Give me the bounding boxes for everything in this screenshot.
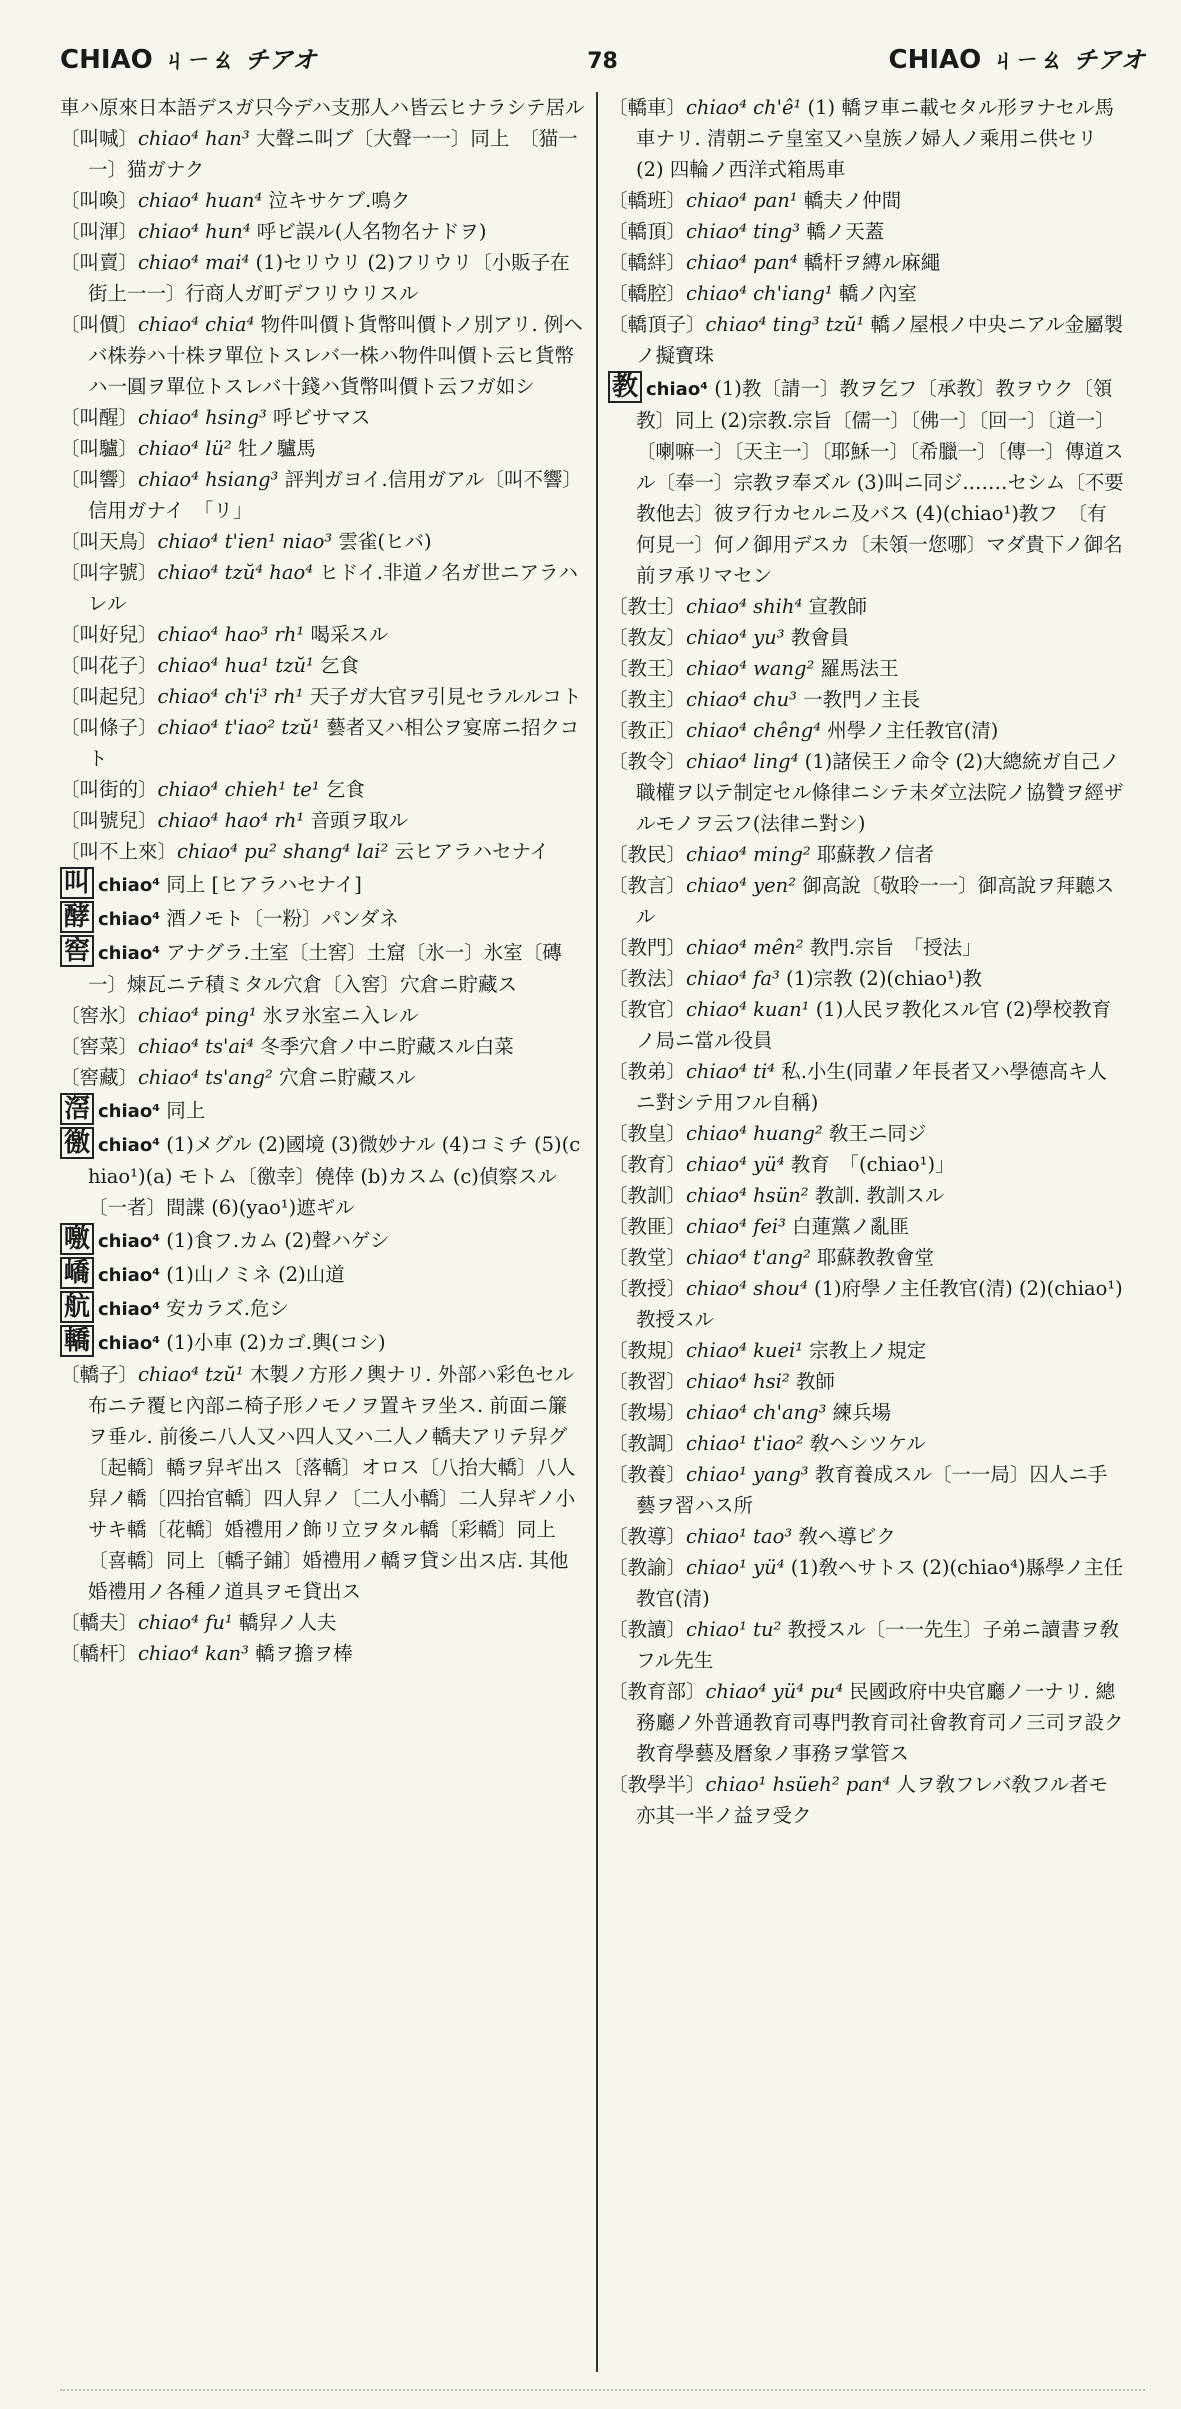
- romanization: chiao⁴ t'ien¹ niao³: [157, 530, 333, 553]
- head-character: 噭: [60, 1223, 94, 1255]
- dictionary-entry: [60, 867, 586, 901]
- dictionary-entry: [608, 963, 1126, 994]
- romanization: chiao⁴ t'iao² tzŭ¹: [157, 716, 320, 739]
- definition-text: 藝者又ハ相公ヲ宴席ニ招クコト: [88, 716, 580, 770]
- compound-headword: 〔教場〕: [608, 1401, 687, 1424]
- dictionary-entry: [60, 1062, 586, 1093]
- dictionary-entry: [60, 712, 586, 774]
- head-character: 叫: [60, 867, 94, 899]
- compound-headword: 〔教皇〕: [608, 1122, 687, 1145]
- head-character: 航: [60, 1291, 94, 1323]
- romanization: chiao⁴ huan⁴: [138, 189, 263, 212]
- compound-headword: 〔教匪〕: [608, 1215, 687, 1238]
- dictionary-entry: [60, 1093, 586, 1127]
- definition-text: 轎ノ天蓋: [800, 220, 885, 243]
- compound-headword: 〔教堂〕: [608, 1246, 687, 1269]
- romanization: chiao⁴ hsiang³: [138, 468, 279, 491]
- dictionary-entry: [608, 994, 1126, 1056]
- head-character: 滘: [60, 1093, 94, 1125]
- romanization: chiao⁴ pan⁴: [686, 251, 798, 274]
- header-left-zhuyin: ㄐㄧㄠ: [162, 45, 235, 74]
- dictionary-entry: [60, 309, 586, 402]
- romanization: chiao⁴ chu³: [686, 688, 797, 711]
- dictionary-entry: [60, 805, 586, 836]
- dictionary-entry: [608, 371, 1126, 591]
- right-column: [598, 92, 1136, 2372]
- romanization: chiao⁴ chieh¹ te¹: [157, 778, 320, 801]
- romanization: chiao⁴ shou⁴: [686, 1277, 808, 1300]
- definition-text: (1)山ノミネ (2)山道: [160, 1263, 345, 1286]
- dictionary-entry: [608, 653, 1126, 684]
- definition-text: 雲雀(ヒバ): [332, 530, 432, 553]
- romanization: chiao¹ yang³: [686, 1463, 809, 1486]
- compound-headword: 〔叫價〕: [60, 313, 139, 336]
- dictionary-entry: [60, 1607, 586, 1638]
- compound-headword: 〔教官〕: [608, 998, 687, 1021]
- dictionary-entry: [60, 1359, 586, 1607]
- compound-headword: 〔叫響〕: [60, 468, 139, 491]
- definition-text: 乞食: [319, 778, 365, 801]
- compound-headword: 〔教正〕: [608, 719, 687, 742]
- definition-text: 呼ビ誤ル(人名物名ナドヲ): [250, 220, 487, 243]
- definition-text: 羅馬法王: [814, 657, 899, 680]
- compound-headword: 〔教養〕: [608, 1463, 687, 1486]
- romanization: chiao⁴ tzŭ⁴ hao⁴: [157, 561, 314, 584]
- definition-text: 同上 [ヒアラハセナイ]: [160, 873, 362, 896]
- definition-text: 白蓮黨ノ亂匪: [785, 1215, 910, 1238]
- dictionary-entry: [60, 774, 586, 805]
- compound-headword: 〔叫號兒〕: [60, 809, 158, 832]
- head-character: 轎: [60, 1325, 94, 1357]
- compound-headword: 〔轎絆〕: [608, 251, 687, 274]
- dictionary-entry: [60, 526, 586, 557]
- compound-headword: 〔叫天鳥〕: [60, 530, 158, 553]
- definition-text: アナグラ.土室〔土窖〕土窟〔氷一〕氷室〔磚一〕煉瓦ニテ積ミタル穴倉〔入窖〕穴倉ニ貯藏ス: [88, 941, 562, 996]
- dictionary-entry: [60, 247, 586, 309]
- definition-text: 練兵場: [826, 1401, 892, 1424]
- dictionary-entry: [608, 185, 1126, 216]
- compound-headword: 〔教習〕: [608, 1370, 687, 1393]
- romanization: chiao¹ tu²: [686, 1618, 782, 1641]
- romanization: chiao⁴ hao³ rh¹: [157, 623, 305, 646]
- romanization: chiao⁴ ch'ang³: [686, 1401, 827, 1424]
- header-right-kana: チアオ: [1073, 46, 1145, 74]
- definition-text: 轎ヲ擔ヲ棒: [248, 1642, 353, 1665]
- compound-headword: 〔叫醒〕: [60, 406, 139, 429]
- definition-text: 教門.宗旨 「授法」: [803, 936, 982, 959]
- dictionary-entry: [608, 870, 1126, 932]
- definition-text: 物件叫價ト貨幣叫價トノ別アリ. 例ヘバ株券ハ十株ヲ單位トスレバ一株ハ物件叫價ト云ヒ貨幣ハ一圓ヲ單位トスレバ十錢ハ貨幣叫價ト云フガ如シ: [88, 313, 583, 398]
- definition-text: 耶蘇教教會堂: [810, 1246, 934, 1269]
- dictionary-entry: [60, 123, 586, 185]
- romanization: chiao⁴ ting³: [686, 220, 801, 243]
- compound-headword: 〔教友〕: [608, 626, 687, 649]
- romanization: chiao⁴ tzŭ¹: [138, 1363, 244, 1386]
- romanization: chiao⁴ wang²: [686, 657, 815, 680]
- romanization: chiao⁴ ch'iang¹: [686, 282, 833, 305]
- compound-headword: 〔叫好兒〕: [60, 623, 158, 646]
- romanization: chiao⁴ mai⁴: [138, 251, 250, 274]
- romanization: chiao⁴ shih⁴: [686, 595, 803, 618]
- page-number: 78: [587, 49, 618, 74]
- compound-headword: 〔教授〕: [608, 1277, 687, 1300]
- definition-text: 私.小生(同輩ノ年長者又ハ學德高キ人ニ對シテ用フル自稱): [636, 1060, 1108, 1114]
- definition-text: 一教門ノ主長: [796, 688, 921, 711]
- definition-text: 教育 「(chiao¹)」: [784, 1153, 955, 1176]
- definition-text: 宣教師: [802, 595, 867, 618]
- definition-text: 御高說〔敬聆一一〕御高說ヲ拜聽スル: [636, 874, 1115, 928]
- dictionary-entry: [60, 216, 586, 247]
- dictionary-entry: [608, 1118, 1126, 1149]
- romanization: chiao⁴ ts'ai⁴: [138, 1035, 254, 1058]
- definition-text: (1)食フ.カム (2)聲ハゲシ: [160, 1229, 390, 1252]
- dictionary-entry: [608, 1335, 1126, 1366]
- compound-headword: 〔轎車〕: [608, 96, 687, 119]
- definition-text: 敎王ニ同ジ: [822, 1122, 927, 1145]
- compound-headword: 〔轎腔〕: [608, 282, 687, 305]
- dictionary-entry: [608, 1428, 1126, 1459]
- compound-headword: 〔轎班〕: [608, 189, 687, 212]
- definition-text: 喝采スル: [304, 623, 389, 646]
- compound-headword: 〔教主〕: [608, 688, 687, 711]
- definition-text: 穴倉ニ貯藏スル: [272, 1066, 416, 1089]
- page-header: [60, 40, 1145, 92]
- dictionary-entry: [60, 1031, 586, 1062]
- romanization: chiao⁴ kan³: [138, 1642, 249, 1665]
- definition-text: 轎夫ノ仲間: [797, 189, 902, 212]
- definition-text: 大聲ニ叫ブ〔大聲一一〕同上 〔猫一一〕猫ガナク: [88, 127, 578, 181]
- dictionary-entry: [60, 1325, 586, 1359]
- definition-text: 教會員: [784, 626, 850, 649]
- romanization: chiao⁴ hun⁴: [138, 220, 251, 243]
- compound-headword: 〔叫起兒〕: [60, 685, 158, 708]
- definition-text: 評判ガヨイ.信用ガアル〔叫不響〕信用ガナイ 「リ」: [88, 468, 582, 522]
- head-romanization: chiao⁴: [98, 909, 161, 930]
- dictionary-entry: [608, 932, 1126, 963]
- romanization: chiao⁴ ting³ tzŭ¹: [705, 313, 865, 336]
- definition-text: 敎ヘ導ビク: [792, 1525, 896, 1548]
- definition-text: 安カラズ.危シ: [160, 1297, 289, 1320]
- dictionary-entry: [60, 1257, 586, 1291]
- compound-headword: 〔教弟〕: [608, 1060, 687, 1083]
- head-romanization: chiao⁴: [98, 943, 161, 964]
- head-romanization: chiao⁴: [98, 875, 161, 896]
- definition-text: (1)諸侯王ノ命令 (2)大總統ガ自己ノ職權ヲ以テ制定セル條律ニシテ未ダ立法院ノ協贊ヲ經ザルモノヲ云フ(法律ニ對シ): [636, 750, 1124, 835]
- romanization: chiao⁴ ts'ang²: [138, 1066, 273, 1089]
- compound-headword: 〔教諭〕: [608, 1556, 687, 1579]
- header-left: [60, 40, 317, 75]
- definition-text: (1)府學ノ主任教官(清) (2)(chiao¹)教授スル: [636, 1277, 1123, 1331]
- romanization: chiao⁴ t'ang²: [686, 1246, 811, 1269]
- dictionary-entry: [60, 433, 586, 464]
- definition-text: (1)人民ヲ教化スル官 (2)學校教育ノ局ニ當ル役員: [636, 998, 1112, 1052]
- dictionary-entry: [60, 185, 586, 216]
- definition-text: (1)小車 (2)カゴ.輿(コシ): [160, 1331, 386, 1354]
- definition-text: 轎杆ヲ縛ル麻繩: [797, 251, 941, 274]
- romanization: chiao⁴ kuan¹: [686, 998, 810, 1021]
- definition-text: 泣キサケブ.鳴ク: [262, 189, 411, 212]
- dictionary-entry: [60, 935, 586, 1000]
- definition-text: 木製ノ方形ノ輿ナリ. 外部ハ彩色セル布ニテ覆ヒ內部ニ椅子形ノモノヲ置キヲ坐ス. 前面ニ簾ヲ垂ル. 前後ニ八人又ハ四人又ハ二人ノ轎夫アリテ舁グ〔起轎〕轎ヲ舁ギ出ス〔落轎〕オロス〔八抬大轎〕八人舁ノ轎〔四抬官轎〕四人舁ノ〔二人小轎〕二人舁ギノ小サキ轎〔花轎〕婚禮用ノ飾リ立ヲタル轎〔彩轎〕同上〔喜轎〕同上〔轎子鋪〕婚禮用ノ轎ヲ貸シ出ス店. 其他婚禮用ノ各種ノ道具ヲモ貸出ス: [88, 1363, 576, 1603]
- romanization: chiao⁴ han³: [138, 127, 250, 150]
- head-romanization: chiao⁴: [98, 1101, 161, 1122]
- romanization: chiao⁴ ch'i³ rh¹: [157, 685, 304, 708]
- head-romanization: chiao⁴: [646, 379, 709, 400]
- definition-text: 乞食: [313, 654, 360, 677]
- dictionary-entry: [608, 684, 1126, 715]
- dictionary-entry: [60, 1000, 586, 1031]
- compound-headword: 〔叫字號〕: [60, 561, 158, 584]
- definition-text: 民國政府中央官廳ノ一ナリ. 總務廳ノ外普通教育司專門教育司社會教育司ノ三司ヲ設ク教育學藝及曆象ノ事務ヲ掌管ス: [636, 1680, 1124, 1765]
- definition-text: 轎ノ屋根ノ中央ニアル金屬製ノ擬寶珠: [636, 313, 1124, 367]
- definition-text: 牡ノ驢馬: [231, 437, 316, 460]
- definition-text: 教育養成スル〔一一局〕囚人ニ手藝ヲ習ハス所: [636, 1463, 1108, 1517]
- dictionary-entry: [60, 681, 586, 712]
- compound-headword: 〔教學半〕: [608, 1773, 706, 1796]
- compound-headword: 〔叫不上來〕: [60, 840, 178, 863]
- dictionary-entry: [60, 464, 586, 526]
- header-right-romanization: CHIAO: [888, 45, 982, 75]
- definition-text: (1)教〔請一〕教ヲ乞フ〔承教〕教ヲウク〔領教〕同上 (2)宗教.宗旨〔儒一〕〔佛一〕〔回一〕〔道一〕〔喇嘛一〕〔天主一〕〔耶穌一〕〔希臘一〕〔傳一〕傳道スル〔奉一〕宗教ヲ奉ズル (3)叫ニ同ジ.……セシム〔不要教他去〕彼ヲ行カセルニ及バス (4)(chiao¹)教フ 〔有何見一〕何ノ御用デスカ〔未領一您哪〕マダ貴下ノ御名前ヲ承リマセン: [636, 377, 1124, 587]
- dictionary-entry: [608, 1242, 1126, 1273]
- compound-headword: 〔教法〕: [608, 967, 687, 990]
- dictionary-entry: [608, 309, 1126, 371]
- romanization: chiao⁴ chêng⁴: [686, 719, 821, 742]
- romanization: chiao⁴ ti⁴: [686, 1060, 776, 1083]
- romanization: chiao⁴ mên²: [686, 936, 804, 959]
- dictionary-entry: [60, 1223, 586, 1257]
- dictionary-entry: [608, 1397, 1126, 1428]
- dictionary-entry: [608, 1180, 1126, 1211]
- definition-text: 教訓. 教訓スル: [808, 1184, 945, 1207]
- definition-text: 轎ノ內室: [832, 282, 917, 305]
- romanization: chiao⁴ hua¹ tzŭ¹: [157, 654, 314, 677]
- compound-headword: 〔教門〕: [608, 936, 687, 959]
- romanization: chiao⁴ ping¹: [138, 1004, 257, 1027]
- compound-headword: 〔轎頂〕: [608, 220, 687, 243]
- compound-headword: 〔教調〕: [608, 1432, 687, 1455]
- definition-text: 云ヒアラハセナイ: [388, 840, 550, 863]
- head-character: 教: [608, 371, 642, 403]
- definition-text: 天子ガ大官ヲ引見セラルルコト: [303, 685, 582, 708]
- compound-headword: 〔教士〕: [608, 595, 687, 618]
- head-character: 嶠: [60, 1257, 94, 1289]
- dictionary-entry: [60, 1291, 586, 1325]
- compound-headword: 〔叫喊〕: [60, 127, 139, 150]
- compound-headword: 〔窖菜〕: [60, 1035, 139, 1058]
- romanization: chiao⁴ ming²: [686, 843, 811, 866]
- romanization: chiao⁴ yen²: [686, 874, 797, 897]
- dictionary-entry: [608, 1211, 1126, 1242]
- footer-rule: [60, 2389, 1145, 2395]
- dictionary-entry: [608, 1273, 1126, 1335]
- dictionary-entry: [608, 591, 1126, 622]
- compound-headword: 〔教讀〕: [608, 1618, 687, 1641]
- romanization: chiao⁴ pan¹: [686, 189, 798, 212]
- dictionary-entry: [608, 1521, 1126, 1552]
- romanization: chiao¹ hsüeh² pan⁴: [705, 1773, 891, 1796]
- dictionary-entry: [608, 1459, 1126, 1521]
- definition-text: 音頭ヲ取ル: [304, 809, 408, 832]
- romanization: chiao⁴ huang²: [686, 1122, 823, 1145]
- head-romanization: chiao⁴: [98, 1333, 161, 1354]
- dictionary-entry: [608, 1614, 1126, 1676]
- romanization: chiao⁴ fu¹: [138, 1611, 233, 1634]
- compound-headword: 〔教令〕: [608, 750, 687, 773]
- definition-text: 州學ノ主任教官(清): [821, 719, 999, 742]
- dictionary-entry: [608, 278, 1126, 309]
- romanization: chiao⁴ pu² shang⁴ lai²: [177, 840, 389, 863]
- definition-text: 敎ヘシツケル: [803, 1432, 926, 1455]
- romanization: chiao⁴ yu³: [686, 626, 785, 649]
- dictionary-entry: [608, 622, 1126, 653]
- definition-text: (1)セリウリ (2)フリウリ〔小販子在街上一一〕行商人ガ町デフリウリスル: [88, 251, 570, 305]
- compound-headword: 〔教育〕: [608, 1153, 687, 1176]
- romanization: chiao⁴ yü⁴ pu⁴: [705, 1680, 844, 1703]
- definition-text: 車ハ原來日本語デスガ只今デハ支那人ハ皆云ヒナラシテ居ル: [60, 96, 585, 119]
- compound-headword: 〔窖藏〕: [60, 1066, 139, 1089]
- compound-headword: 〔轎夫〕: [60, 1611, 139, 1634]
- definition-text: 氷ヲ氷室ニ入レル: [256, 1004, 419, 1027]
- definition-text: (1)敎ヘサトス (2)(chiao⁴)縣學ノ主任教官(清): [636, 1556, 1124, 1610]
- romanization: chiao¹ yü⁴: [686, 1556, 785, 1579]
- definition-text: 教師: [789, 1370, 835, 1393]
- dictionary-entry: [608, 746, 1126, 839]
- romanization: chiao⁴ chia⁴: [138, 313, 255, 336]
- dictionary-entry: [60, 557, 586, 619]
- dictionary-entry: [608, 839, 1126, 870]
- romanization: chiao¹ tao³: [686, 1525, 793, 1548]
- definition-text: 宗教上ノ規定: [803, 1339, 927, 1362]
- head-romanization: chiao⁴: [98, 1135, 161, 1156]
- dictionary-entry: [60, 1127, 586, 1223]
- definition-text: 同上: [160, 1099, 206, 1122]
- compound-headword: 〔教育部〕: [608, 1680, 706, 1703]
- romanization: chiao¹ t'iao²: [686, 1432, 804, 1455]
- compound-headword: 〔教導〕: [608, 1525, 687, 1548]
- dictionary-entry: [608, 1552, 1126, 1614]
- compound-headword: 〔叫驢〕: [60, 437, 139, 460]
- compound-headword: 〔轎杆〕: [60, 1642, 139, 1665]
- compound-headword: 〔叫花子〕: [60, 654, 158, 677]
- dictionary-entry: [608, 1149, 1126, 1180]
- compound-headword: 〔叫條子〕: [60, 716, 158, 739]
- romanization: chiao⁴ ling⁴: [686, 750, 799, 773]
- dictionary-entry: [608, 216, 1126, 247]
- compound-headword: 〔教王〕: [608, 657, 687, 680]
- definition-text: 耶蘇教ノ信者: [810, 843, 934, 866]
- dictionary-entry: [60, 619, 586, 650]
- dictionary-entry: [608, 1769, 1126, 1831]
- definition-text: 轎舁ノ人夫: [232, 1611, 337, 1634]
- definition-text: ヒドイ.非道ノ名ガ世ニアラハレル: [88, 561, 578, 615]
- romanization: chiao⁴ fa³: [686, 967, 780, 990]
- compound-headword: 〔叫渾〕: [60, 220, 139, 243]
- dictionary-entry: [608, 1366, 1126, 1397]
- header-right-zhuyin: ㄐㄧㄠ: [991, 45, 1064, 74]
- head-character: 酵: [60, 901, 94, 933]
- dictionary-entry: [608, 92, 1126, 185]
- columns: [60, 92, 1145, 2372]
- head-character: 徼: [60, 1127, 94, 1159]
- compound-headword: 〔教民〕: [608, 843, 687, 866]
- romanization: chiao⁴ lü²: [138, 437, 232, 460]
- header-left-kana: チアオ: [244, 46, 317, 74]
- header-left-romanization: CHIAO: [60, 45, 153, 75]
- dictionary-entry: [60, 402, 586, 433]
- compound-headword: 〔叫街的〕: [60, 778, 158, 801]
- head-romanization: chiao⁴: [98, 1299, 161, 1320]
- romanization: chiao⁴ ch'ê¹: [686, 96, 802, 119]
- compound-headword: 〔叫賣〕: [60, 251, 139, 274]
- definition-text: (1) 轎ヲ車ニ載セタル形ヲナセル馬車ナリ. 清朝ニテ皇室又ハ皇族ノ婦人ノ乘用ニ供セリ (2) 四輪ノ西洋式箱馬車: [636, 96, 1114, 181]
- head-character: 窖: [60, 935, 94, 967]
- dictionary-entry: [608, 1676, 1126, 1769]
- dictionary-entry: [60, 836, 586, 867]
- romanization: chiao⁴ fei³: [686, 1215, 786, 1238]
- dictionary-entry: [60, 650, 586, 681]
- compound-headword: 〔轎子〕: [60, 1363, 139, 1386]
- romanization: chiao⁴ kuei¹: [686, 1339, 804, 1362]
- compound-headword: 〔教言〕: [608, 874, 687, 897]
- definition-text: 酒ノモト〔一粉〕パンダネ: [160, 907, 399, 930]
- romanization: chiao⁴ hsün²: [686, 1184, 809, 1207]
- compound-headword: 〔轎頂子〕: [608, 313, 706, 336]
- definition-text: 人ヲ敎フレバ敎フル者モ亦其一半ノ益ヲ受ク: [636, 1773, 1109, 1827]
- definition-text: (1)メグル (2)國境 (3)微妙ナル (4)コミチ (5)(chiao¹)(a) モトム〔徼幸〕僥倖 (b)カスム (c)偵察スル〔一者〕間諜 (6)(yao¹)遮ギル: [88, 1133, 581, 1219]
- dictionary-entry: [608, 247, 1126, 278]
- compound-headword: 〔叫喚〕: [60, 189, 139, 212]
- dictionary-entry: [60, 1638, 586, 1669]
- compound-headword: 〔教規〕: [608, 1339, 687, 1362]
- romanization: chiao⁴ hsi²: [686, 1370, 790, 1393]
- definition-text: 教授スル〔一一先生〕子弟ニ讀書ヲ敎フル先生: [636, 1618, 1120, 1672]
- dictionary-entry: [608, 715, 1126, 746]
- romanization: chiao⁴ hsing³: [138, 406, 267, 429]
- romanization: chiao⁴ hao⁴ rh¹: [157, 809, 305, 832]
- head-romanization: chiao⁴: [98, 1231, 161, 1252]
- dictionary-entry: [60, 92, 586, 123]
- header-right: [888, 40, 1145, 75]
- compound-headword: 〔教訓〕: [608, 1184, 687, 1207]
- dictionary-entry: [608, 1056, 1126, 1118]
- romanization: chiao⁴ yü⁴: [686, 1153, 785, 1176]
- definition-text: 冬季穴倉ノ中ニ貯藏スル白菜: [254, 1035, 514, 1058]
- left-column: [60, 92, 598, 2372]
- definition-text: (1)宗教 (2)(chiao¹)教: [779, 967, 983, 990]
- dictionary-entry: [60, 901, 586, 935]
- head-romanization: chiao⁴: [98, 1265, 161, 1286]
- compound-headword: 〔窖氷〕: [60, 1004, 139, 1027]
- definition-text: 呼ビサマス: [266, 406, 371, 429]
